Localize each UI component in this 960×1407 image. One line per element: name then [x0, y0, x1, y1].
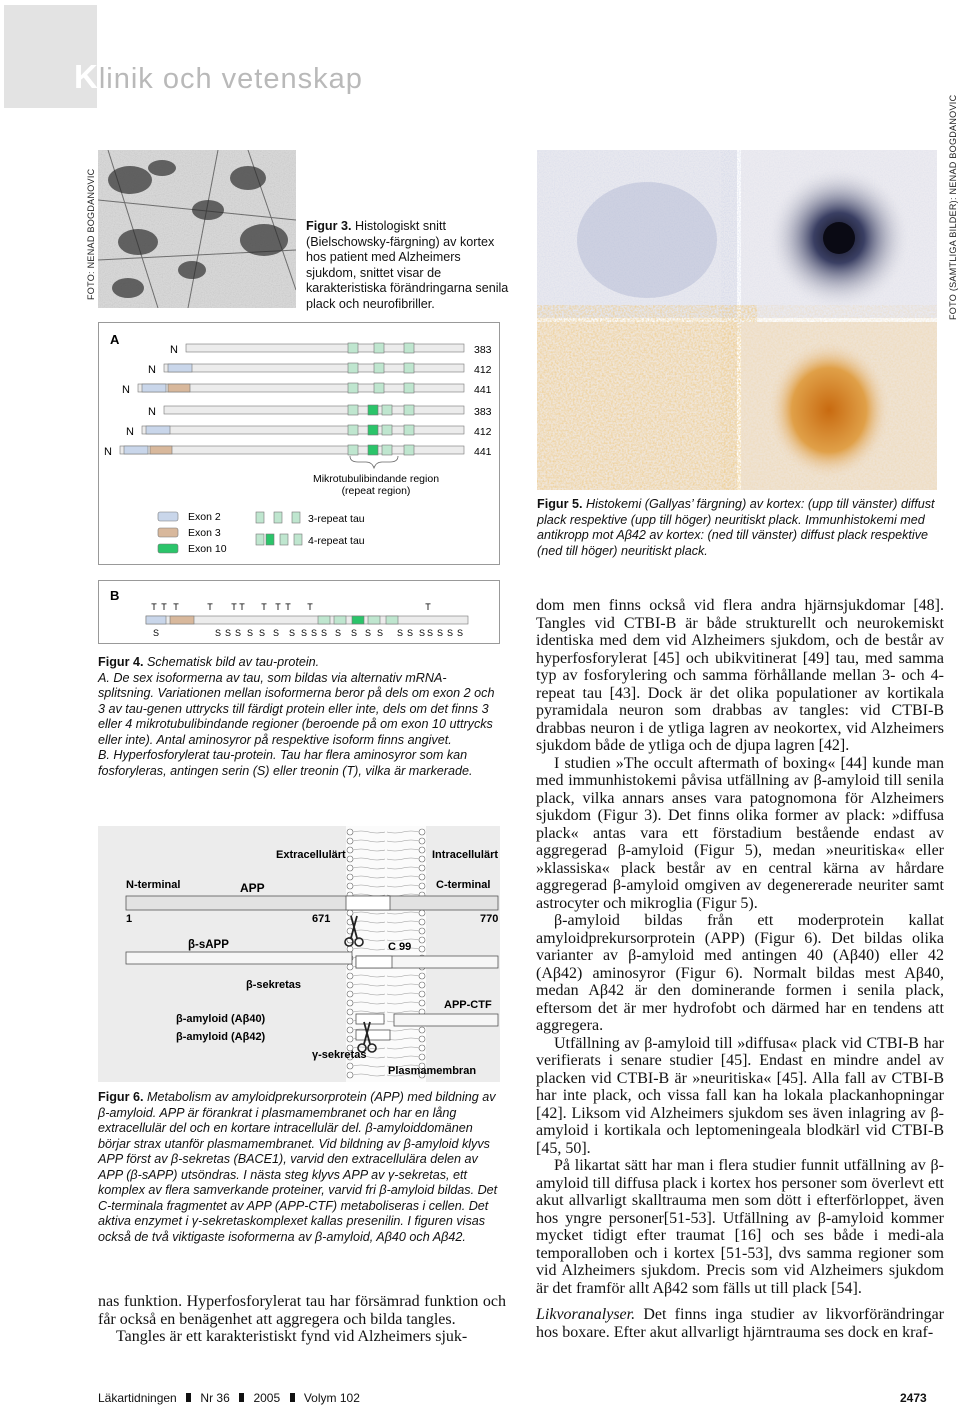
footer-separator: [186, 1393, 191, 1402]
section-header-initial: K: [74, 58, 99, 95]
phospho-site-serine: S: [258, 628, 266, 638]
body-right-paragraph-3: β-amyloid bildas från ett moderprotein kallat amyloidprekursorprotein (APP) (Figur 6). Det bildas olika varianter av β-amyloid med antingen 40 (Aβ40) eller 42 (Aβ42) aminosyror (Figur 6). Normalt bildas mest Aβ40, medan Aβ42 är den dominerande formen i senila plack, eftersom det är mer hydrofobt och därmed har en tendens att aggregera.: [536, 912, 944, 1034]
body-text-left: [98, 1293, 506, 1346]
isoform-n-terminus-label: N: [122, 384, 130, 396]
figure6-n-terminal-label: N-terminal: [126, 879, 181, 891]
isoform-repeat: [374, 363, 384, 373]
membrane-lipid-head: [419, 829, 425, 835]
membrane-lipid-head: [419, 856, 425, 862]
isoform-repeat: [368, 425, 378, 435]
membrane-lipid-head: [419, 919, 425, 925]
isoform-repeat: [404, 343, 414, 353]
phospho-site-serine: S: [272, 628, 280, 638]
phospho-site-serine: S: [456, 628, 464, 638]
isoform-length-label: 441: [474, 446, 492, 458]
figure5-panel-top-left: [537, 150, 737, 318]
figure6-title: Metabolism av amyloidprekursorprotein (APP) med bildning av β-amyloid.: [98, 1090, 496, 1120]
phospho-site-serine: S: [418, 628, 426, 638]
figure6-text: APP är förankrat i plasmamembranet och har en lång extracellulär del och en kortare intracellulär del. β-amyloiddomänen börjar strax utanför plasmamembranet. Vid bildning av β-amyloid klyvs APP först av β-sekretas (BACE1), varvid den extracellulära delen av APP (β-sAPP) utsöndras. I nästa steg klyvs APP av γ-sekretas, ett komplex av flera samverkande proteiner, varvid fri β-amyloid bildas. Det C-terminala fragmentet av APP (APP-CTF) metaboliseras i cellen. Det aktiva enzymet i γ-sekretaskomplexet kallas presenilin. I figuren visas också de två viktigaste isoformerna av β-amyloid, Aβ40 och Aβ42.: [98, 1105, 498, 1244]
legend-3repeat-swatches: [256, 512, 300, 523]
isoform-exon3: [150, 446, 172, 454]
figure4-region-label-1: Mikrotubulibindande region: [312, 473, 440, 485]
footer-year: 2005: [253, 1391, 281, 1405]
isoform-repeat: [368, 445, 378, 455]
phospho-site-serine: S: [320, 628, 328, 638]
isoform-exon2: [168, 364, 192, 372]
membrane-lipid-head: [347, 991, 353, 997]
isoform-repeat: [404, 445, 414, 455]
phospho-site-serine: S: [334, 628, 342, 638]
isoform-repeat: [382, 425, 392, 435]
membrane-lipid-head: [419, 847, 425, 853]
membrane-lipid-head: [347, 865, 353, 871]
figure6-beta-secretase-label: β-sekretas: [246, 979, 302, 991]
isoform-repeat: [404, 405, 414, 415]
body-right-subheading: Likvoranalyser.: [536, 1306, 636, 1323]
figure4-panel-b-label: B: [110, 588, 120, 603]
legend-exon3-swatch: [158, 528, 178, 537]
figure6-plasma-membrane: [346, 826, 426, 1082]
phospho-site-serine: S: [288, 628, 296, 638]
membrane-lipid-head: [419, 1036, 425, 1042]
figure5-micrograph-grid: [537, 150, 937, 490]
membrane-lipid-head: [347, 829, 353, 835]
body-left-paragraph-1: nas funktion. Hyperfosforylerat tau har försämrad funktion och får också en benägenhet att aggregera och bilda tangles.: [98, 1293, 506, 1328]
isoform-n-terminus-label: N: [104, 446, 112, 458]
isoform-n-terminus-label: N: [126, 426, 134, 438]
membrane-lipid-head: [347, 1027, 353, 1033]
isoform-length-label: 441: [474, 384, 492, 396]
isoform-n-terminus-label: N: [170, 344, 178, 356]
membrane-lipid-head: [419, 1045, 425, 1051]
footer-separator: [290, 1393, 295, 1402]
phospho-site-serine: S: [350, 628, 358, 638]
phospho-site-serine: S: [376, 628, 384, 638]
phospho-site-threonine: T: [161, 602, 167, 612]
legend-exon2-label: Exon 2: [188, 511, 221, 523]
phospho-site-threonine: T: [275, 602, 281, 612]
isoform-bar: [164, 364, 464, 372]
figure6-c-terminal-label: C-terminal: [436, 879, 491, 891]
membrane-lipid-head: [347, 838, 353, 844]
isoform-length-label: 383: [474, 344, 492, 356]
footer-issue: Nr 36: [200, 1391, 230, 1405]
phospho-site-serine: S: [426, 628, 434, 638]
isoform-repeat: [382, 405, 392, 415]
phospho-site-threonine: T: [307, 602, 313, 612]
figure6-c99-label: C 99: [388, 941, 412, 953]
figure5-text: Histokemi (Gallyas’ färgning) av kortex: (upp till vänster) diffust plack respektive (upp till höger) neuritiskt plack. Immunhistokemi med antikropp mot Aβ42 av kortex: (ned till vänster) diffust plack respektive (ned till höger) neuritiskt plack.: [537, 497, 935, 558]
figure6-beta-sapp-label: β-sAPP: [188, 939, 229, 951]
figure4-title: Schematisk bild av tau-protein.: [146, 655, 320, 669]
figure4-a-text: De sex isoformerna av tau, som bildas via alternativ mRNA-splitsning. Variationen mellan isoformerna beror på dels om exon 2 och 3 av tau-genen uttrycks till färdigt protein eller inte, dels om det finns 3 eller 4 mikrotubulibindande regioner (beroende på om exon 10 uttrycks eller inte). Antal aminosyror på respektive isoform finns angivet.: [98, 670, 495, 747]
membrane-lipid-head: [419, 883, 425, 889]
figure6-pos-671: 671: [312, 913, 331, 925]
isoform-repeat: [374, 383, 384, 393]
phospho-site-serine: S: [396, 628, 404, 638]
figure4-b-text: Hyperfosforylerat tau-protein. Tau har flera aminosyror som kan fosforyleras, antingen serin (S) eller treonin (T), vilka är markerade.: [98, 748, 473, 778]
membrane-lipid-head: [419, 982, 425, 988]
isoform-repeat: [404, 383, 414, 393]
membrane-lipid-head: [419, 1027, 425, 1033]
figure4-phospho-bar: [146, 616, 468, 624]
figure5-label: Figur 5.: [537, 497, 583, 511]
figure3-label: Figur 3.: [306, 219, 352, 233]
figure5-panel-top-right: [741, 150, 937, 318]
membrane-lipid-head: [419, 991, 425, 997]
footer-page-number: 2473: [900, 1391, 927, 1405]
figure4-panel-a-label: A: [110, 332, 120, 347]
phospho-site-threonine: T: [239, 602, 245, 612]
legend-exon3-label: Exon 3: [188, 527, 221, 539]
membrane-lipid-head: [347, 874, 353, 880]
figure6-extracellular-label: Extracellulärt: [276, 849, 346, 861]
legend-3repeat-label: 3-repeat tau: [308, 513, 365, 525]
body-right-paragraph-4: Utfällning av β-amyloid till »diffusa« plack vid CTBI-B har verifierats i senare studier [45]. Endast en mindre andel av placken vid CTBI-B är »neuritiska« [45]. Alla fall av CTBI-B har inte plack, och vissa fall kan ha lokala plackanhopningar [42]. Liksom vid Alzheimers sjukdom ses även inlagring av β-amyloid i kortikala och leptomeningeala blodkärl vid CTBI-B [45, 50].: [536, 1034, 944, 1157]
isoform-exon2: [142, 384, 166, 392]
body-right-paragraph-2: I studien »The occult aftermath of boxing« [44] kunde man med immunhistokemi påvisa utfällning av β-amyloid till senila plack, vilka annars anses vara patognomona för Alzheimers sjukdom (Figur 3). Det finns olika former av plack: »diffusa plack« antas vara ett förstadium bestående endast av aggregerad β-amyloid (Figur 5), medan »neuritiska« eller »klassiska« plack består av en central kärna av hårdare aggregerad β-amyloid omgiven av degenererade neuriter samt astrocyter och mikroglia (Figur 5).: [536, 754, 944, 912]
membrane-lipid-head: [347, 856, 353, 862]
phospho-site-threonine: T: [231, 602, 237, 612]
membrane-lipid-head: [347, 1072, 353, 1078]
isoform-repeat: [348, 343, 358, 353]
membrane-lipid-head: [347, 946, 353, 952]
figure6-abeta42-label: β-amyloid (Aβ42): [176, 1031, 266, 1043]
legend-4repeat-label: 4-repeat tau: [308, 535, 365, 547]
membrane-lipid-head: [347, 883, 353, 889]
membrane-lipid-head: [419, 874, 425, 880]
isoform-repeat: [404, 363, 414, 373]
figure4-tau-diagram: [98, 322, 500, 644]
isoform-repeat: [348, 405, 358, 415]
figure6-abeta40-label: β-amyloid (Aβ40): [176, 1013, 266, 1025]
figure3-text: Histologiskt snitt (Bielschowsky-färgning) av kortex hos patient med Alzheimers sjukdom, snittet visar de karakteristiska förändringarna senila plack och neurofibriller.: [306, 219, 509, 311]
isoform-repeat: [348, 363, 358, 373]
isoform-length-label: 412: [474, 364, 492, 376]
isoform-repeat: [348, 445, 358, 455]
phospho-site-threonine: T: [207, 602, 213, 612]
figure6-caption: [98, 1090, 504, 1245]
isoform-repeat: [368, 405, 378, 415]
membrane-lipid-head: [347, 1009, 353, 1015]
membrane-lipid-head: [347, 910, 353, 916]
phospho-site-threonine: T: [285, 602, 291, 612]
body-left-paragraph-2: Tangles är ett karakteristiskt fynd vid Alzheimers sjuk-: [116, 1328, 468, 1345]
phospho-site-threonine: T: [425, 602, 431, 612]
figure4-region-label-2: (repeat region): [341, 485, 411, 497]
figure6-abeta42-bar: [356, 1030, 390, 1040]
footer-left: [98, 1391, 360, 1405]
figure6-app-bar: [126, 896, 498, 910]
body-right-paragraph-6-text: Det finns inga studier av likvorförändringar hos boxare. Efter akut allvarligt hjärntrauma ses dock en kraf-: [536, 1306, 944, 1341]
phospho-site-serine: S: [214, 628, 222, 638]
isoform-exon3: [168, 384, 190, 392]
phospho-site-serine: S: [364, 628, 372, 638]
figure6-intracellular-label: Intracellulärt: [432, 849, 499, 861]
body-right-paragraph-1: dom men finns också vid flera andra hjärnsjukdomar [48]. Tangles vid CTBI-B är både strukturellt och neurokemiskt identiska med dem vid Alzheimers sjukdom, och de består av hyperfosforylerat [45] och ubikvitinerat [49] tau, med samma typ av fosforylering och samma förhållande mellan 3- och 4-repeat tau [43]. Dock är det olika populationer av kortikala pyramidala neuron som drabbas av tangles: vid CTBI-B drabbas neuron i de ytliga lagren av neokortex, vid Alzheimers sjukdom både de ytliga och de djupa lagren [42].: [536, 597, 944, 754]
photo-credit-left: FOTO: NENAD BOGDANOVIC: [86, 168, 96, 300]
isoform-repeat: [382, 445, 392, 455]
membrane-lipid-head: [419, 946, 425, 952]
figure5-panel-bottom-right: [741, 322, 937, 490]
phospho-site-serine: S: [406, 628, 414, 638]
membrane-lipid-head: [419, 937, 425, 943]
figure5-caption: [537, 497, 943, 559]
isoform-bar: [164, 406, 464, 414]
figure4-caption: [98, 655, 502, 779]
footer-journal: Läkartidningen: [98, 1391, 177, 1405]
membrane-lipid-head: [347, 982, 353, 988]
membrane-lipid-head: [347, 1018, 353, 1024]
figure6-app-ctf-label: APP-CTF: [444, 999, 492, 1011]
membrane-lipid-head: [419, 910, 425, 916]
isoform-bar: [186, 344, 464, 352]
footer-separator: [239, 1393, 244, 1402]
legend-exon2-swatch: [158, 512, 178, 521]
isoform-n-terminus-label: N: [148, 364, 156, 376]
membrane-lipid-head: [347, 1036, 353, 1042]
membrane-lipid-head: [419, 865, 425, 871]
isoform-repeat: [374, 343, 384, 353]
isoform-exon2: [146, 426, 170, 434]
figure6-pos-1: 1: [126, 913, 133, 925]
membrane-lipid-head: [347, 973, 353, 979]
isoform-repeat: [348, 425, 358, 435]
phospho-site-serine: S: [224, 628, 232, 638]
figure6-app-ctf-bar: [394, 1014, 498, 1026]
body-right-paragraph-5: På likartat sätt har man i flera studier funnit utfällning av β-amyloid till diffusa plack i kortex hos personer som överlevt ett akut allvarligt skalltrauma men som dött i efterförloppet, även hos yngre personer[51-53]. Utfällning av β-amyloid kommer mycket tidigt efter traumat [16] och ses både i medi-ala temporalloben och i kortex [51-53], dvs samma regioner som vid Alzheimers sjukdom. Precis som vid Alzheimers sjukdom är det framför allt Aβ42 som fälls ut till plack [54].: [536, 1157, 944, 1297]
figure6-app-diagram: [98, 826, 500, 1082]
photo-credit-right: FOTO (SAMTLIGA BILDER): NENAD BOGDANOVIC: [948, 94, 958, 320]
membrane-lipid-head: [419, 1054, 425, 1060]
phospho-site-serine: S: [234, 628, 242, 638]
phospho-site-serine: S: [436, 628, 444, 638]
figure4-label: Figur 4.: [98, 655, 144, 669]
phospho-site-serine: S: [246, 628, 254, 638]
legend-exon10-swatch: [158, 544, 178, 553]
figure6-pos-770: 770: [480, 913, 499, 925]
membrane-lipid-head: [419, 1000, 425, 1006]
figure6-app-label: APP: [240, 881, 265, 895]
phospho-site-serine: S: [152, 628, 160, 638]
figure3-caption: [306, 219, 511, 312]
isoform-n-terminus-label: N: [148, 406, 156, 418]
legend-exon10-label: Exon 10: [188, 543, 227, 555]
membrane-lipid-head: [347, 1063, 353, 1069]
phospho-site-threonine: T: [261, 602, 267, 612]
figure4-b-label: B.: [98, 748, 110, 762]
section-header: [74, 58, 363, 96]
footer-volume: Volym 102: [303, 1391, 360, 1405]
membrane-lipid-head: [419, 973, 425, 979]
isoform-length-label: 412: [474, 426, 492, 438]
isoform-repeat: [348, 383, 358, 393]
figure6-gamma-secretase-label: γ-sekretas: [312, 1049, 367, 1061]
body-right-paragraph-6: [536, 1306, 944, 1341]
phospho-site-serine: S: [310, 628, 318, 638]
phospho-site-serine: S: [300, 628, 308, 638]
section-header-text: linik och vetenskap: [98, 63, 363, 95]
figure3-histology-image: [98, 150, 296, 308]
phospho-site-threonine: T: [173, 602, 179, 612]
figure5-panel-bottom-left: [537, 322, 737, 490]
membrane-lipid-head: [347, 964, 353, 970]
phospho-site-serine: S: [446, 628, 454, 638]
isoform-repeat: [404, 425, 414, 435]
membrane-lipid-head: [419, 838, 425, 844]
membrane-lipid-head: [419, 928, 425, 934]
isoform-exon2: [124, 446, 148, 454]
figure6-label: Figur 6.: [98, 1090, 144, 1104]
figure6-plasma-membrane-label: Plasmamembran: [388, 1065, 477, 1077]
figure6-beta-sapp-bar: [126, 952, 352, 964]
membrane-lipid-head: [347, 1000, 353, 1006]
figure4-a-label: A.: [98, 670, 110, 685]
isoform-bar: [142, 426, 464, 434]
phospho-site-threonine: T: [151, 602, 157, 612]
body-text-right: [536, 597, 944, 1341]
isoform-length-label: 383: [474, 406, 492, 418]
membrane-lipid-head: [347, 847, 353, 853]
